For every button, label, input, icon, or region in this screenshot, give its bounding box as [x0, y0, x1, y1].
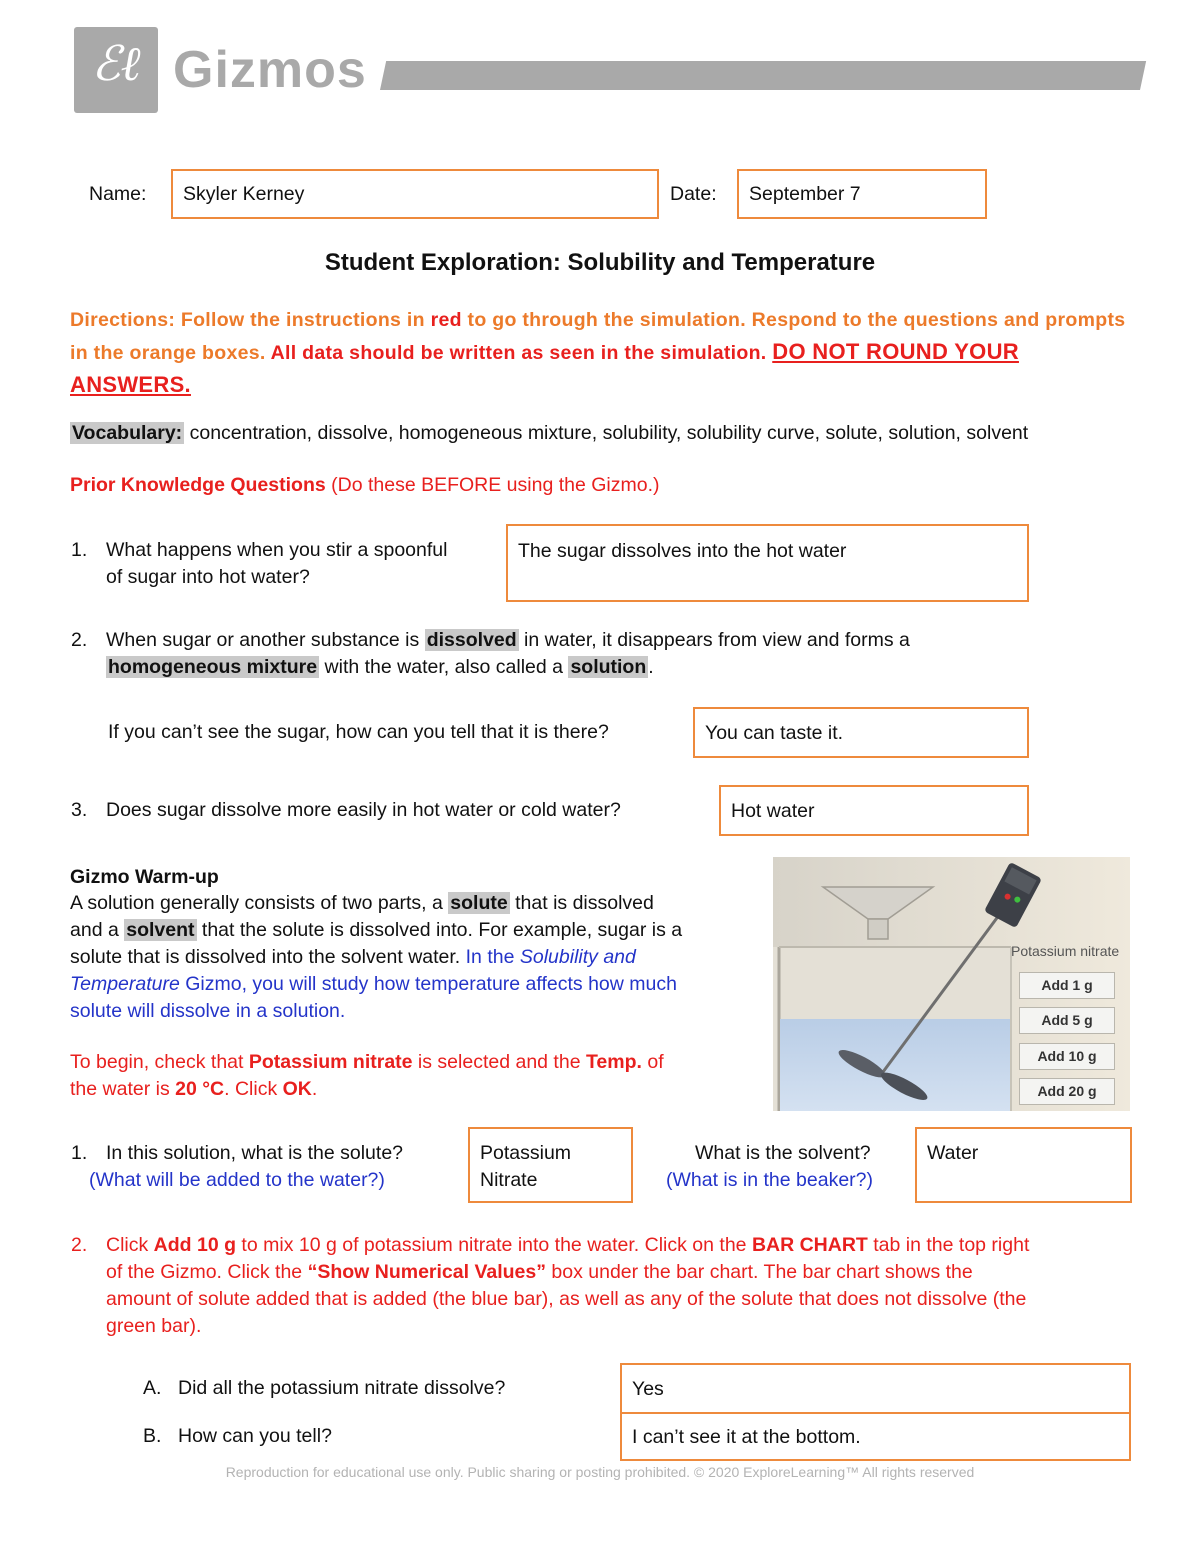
name-field[interactable]: Skyler Kerney	[171, 169, 659, 219]
warmup-instr-b: is selected and the	[412, 1051, 586, 1073]
prior-q2-text-d: .	[648, 656, 654, 678]
footer-copyright: Reproduction for educational use only. Public sharing or posting prohibited. © 2020 ExploreLearning™ All rights reserved	[225, 1464, 975, 1480]
prior-q2-text-c: with the water, also called a	[319, 656, 569, 678]
vocabulary-label: Vocabulary:	[72, 422, 183, 444]
prior-q1-line2: of sugar into hot water?	[106, 566, 310, 588]
wq2-a3: to mix 10 g of potassium nitrate into the water. Click on the	[236, 1234, 752, 1256]
term-dissolved: dissolved	[426, 629, 517, 651]
directions-data-note: All data should be written as seen in the simulation.	[270, 342, 773, 364]
dissolve-answer[interactable]: Yes	[620, 1363, 1131, 1414]
add-1g-button[interactable]: Add 1 g	[1019, 972, 1115, 999]
prior-q3-text: Does sugar dissolve more easily in hot water or cold water?	[106, 799, 621, 821]
wq2-bar-chart: BAR CHART	[751, 1234, 868, 1256]
warmup-instr-ok: OK	[282, 1078, 312, 1100]
add-20g-button[interactable]: Add 20 g	[1019, 1078, 1115, 1105]
prior-q2-subquestion: If you can’t see the sugar, how can you tell that it is there?	[108, 721, 609, 743]
warmup-q1-hint: (What will be added to the water?)	[89, 1169, 385, 1191]
warmup-text-2b: that the solute is dissolved into. For example, sugar is a	[196, 919, 683, 941]
prior-heading-note: (Do these BEFORE using the Gizmo.)	[325, 474, 660, 496]
directions-emphasis: DO NOT ROUND YOUR ANSWERS.	[70, 339, 1019, 397]
wq2-qb-text: How can you tell?	[178, 1425, 332, 1447]
warmup-italic-4: Temperature	[70, 973, 180, 995]
wq2-qa-text: Did all the potassium nitrate dissolve?	[178, 1377, 506, 1399]
prior-q2-text	[106, 627, 1106, 681]
prior-q2-text-a: When sugar or another substance is	[106, 629, 425, 651]
solute-answer[interactable]	[468, 1127, 633, 1203]
warmup-q1-number: 1.	[71, 1142, 88, 1164]
name-label: Name:	[89, 183, 147, 205]
prior-knowledge-heading	[70, 474, 660, 497]
warmup-blue-3: In the	[465, 946, 520, 968]
warmup-instr-e: . Click	[224, 1078, 283, 1100]
date-field[interactable]: September 7	[737, 169, 987, 219]
wq2-a10: green bar).	[106, 1315, 202, 1337]
warmup-instr-20c: 20 °C	[175, 1078, 225, 1100]
directions-red-word: red	[430, 309, 462, 331]
wq2-qa-label: A.	[143, 1377, 162, 1399]
warmup-instr-c: of	[641, 1051, 664, 1073]
date-label: Date:	[670, 183, 717, 205]
prior-heading-text: Prior Knowledge Questions	[70, 474, 326, 496]
wq2-a9: amount of solute added that is added (the blue bar), as well as any of the solute that does not dissolve (the	[106, 1288, 1027, 1310]
wq2-add10g: Add 10 g	[153, 1234, 237, 1256]
warmup-q1b-hint: (What is in the beaker?)	[666, 1169, 874, 1191]
wq2-a8: box under the bar chart. The bar chart shows the	[546, 1261, 973, 1283]
prior-q1-answer[interactable]: The sugar dissolves into the hot water	[506, 524, 1029, 602]
vocabulary	[70, 422, 1028, 445]
warmup-instr-potassium: Potassium nitrate	[248, 1051, 413, 1073]
term-homogeneous-mixture: homogeneous mixture	[108, 656, 318, 678]
vocabulary-terms: concentration, dissolve, homogeneous mixture, solubility, solubility curve, solute, solution, solvent	[184, 422, 1029, 444]
warmup-italic-3: Solubility and	[519, 946, 636, 968]
wq2-qb-label: B.	[143, 1425, 162, 1447]
solute-answer-line2: Nitrate	[480, 1169, 538, 1191]
logo-icon: ℰℓ	[91, 36, 141, 92]
tell-answer[interactable]: I can’t see it at the bottom.	[620, 1412, 1131, 1461]
warmup-text-2a: and a	[70, 919, 125, 941]
warmup-instr-d: the water is	[70, 1078, 176, 1100]
warmup-blue-4: Gizmo, you will study how temperature affects how much	[179, 973, 677, 995]
warmup-heading: Gizmo Warm-up	[70, 866, 219, 888]
prior-q1-number: 1.	[71, 539, 88, 561]
term-solvent: solvent	[126, 919, 195, 941]
warmup-instr-temp: Temp.	[585, 1051, 642, 1073]
directions-body: to go through the simulation. Respond to the questions and prompts in the orange boxes.	[70, 309, 1126, 364]
warmup-instr-f: .	[311, 1078, 318, 1100]
add-5g-button[interactable]: Add 5 g	[1019, 1007, 1115, 1034]
solvent-answer[interactable]: Water	[915, 1127, 1132, 1203]
directions	[70, 305, 1130, 402]
warmup-instructions	[70, 1049, 770, 1103]
prior-q3-answer[interactable]: Hot water	[719, 785, 1029, 836]
warmup-paragraph	[70, 890, 770, 1025]
wq2-a1: Click	[106, 1234, 154, 1256]
prior-q1-line1: What happens when you stir a spoonful	[106, 539, 448, 561]
warmup-q2-text	[106, 1232, 1146, 1340]
header-bar	[380, 61, 1146, 90]
warmup-blue-5: solute will dissolve in a solution.	[70, 1000, 346, 1022]
brand-name: Gizmos	[173, 41, 367, 99]
warmup-text-3: solute that is dissolved into the solvent water.	[70, 946, 466, 968]
page-title: Student Exploration: Solubility and Temperature	[324, 249, 876, 276]
add-10g-button[interactable]: Add 10 g	[1019, 1043, 1115, 1070]
gizmo-simulation-image	[773, 857, 1130, 1111]
prior-q2-answer[interactable]: You can taste it.	[693, 707, 1029, 758]
prior-q2-text-b: in water, it disappears from view and forms a	[518, 629, 910, 651]
warmup-instr-a: To begin, check that	[70, 1051, 249, 1073]
solute-answer-line1: Potassium	[480, 1142, 572, 1164]
warmup-q1b-question: What is the solvent?	[695, 1142, 871, 1164]
warmup-text-1a: A solution generally consists of two parts, a	[70, 892, 449, 914]
warmup-q2-number: 2.	[71, 1234, 88, 1256]
term-solution: solution	[570, 656, 647, 678]
directions-intro: Directions: Follow the instructions in	[70, 309, 431, 331]
warmup-text-1b: that is dissolved	[509, 892, 654, 914]
wq2-show-values: “Show Numerical Values”	[307, 1261, 546, 1283]
prior-q2-number: 2.	[71, 629, 88, 651]
warmup-q1-question: In this solution, what is the solute?	[106, 1142, 404, 1164]
term-solute: solute	[450, 892, 508, 914]
prior-q3-number: 3.	[71, 799, 88, 821]
wq2-a6: of the Gizmo. Click the	[106, 1261, 308, 1283]
wq2-a5: tab in the top right	[867, 1234, 1030, 1256]
prior-q1-text	[106, 537, 447, 591]
sim-substance-label: Potassium nitrate	[1011, 943, 1120, 959]
